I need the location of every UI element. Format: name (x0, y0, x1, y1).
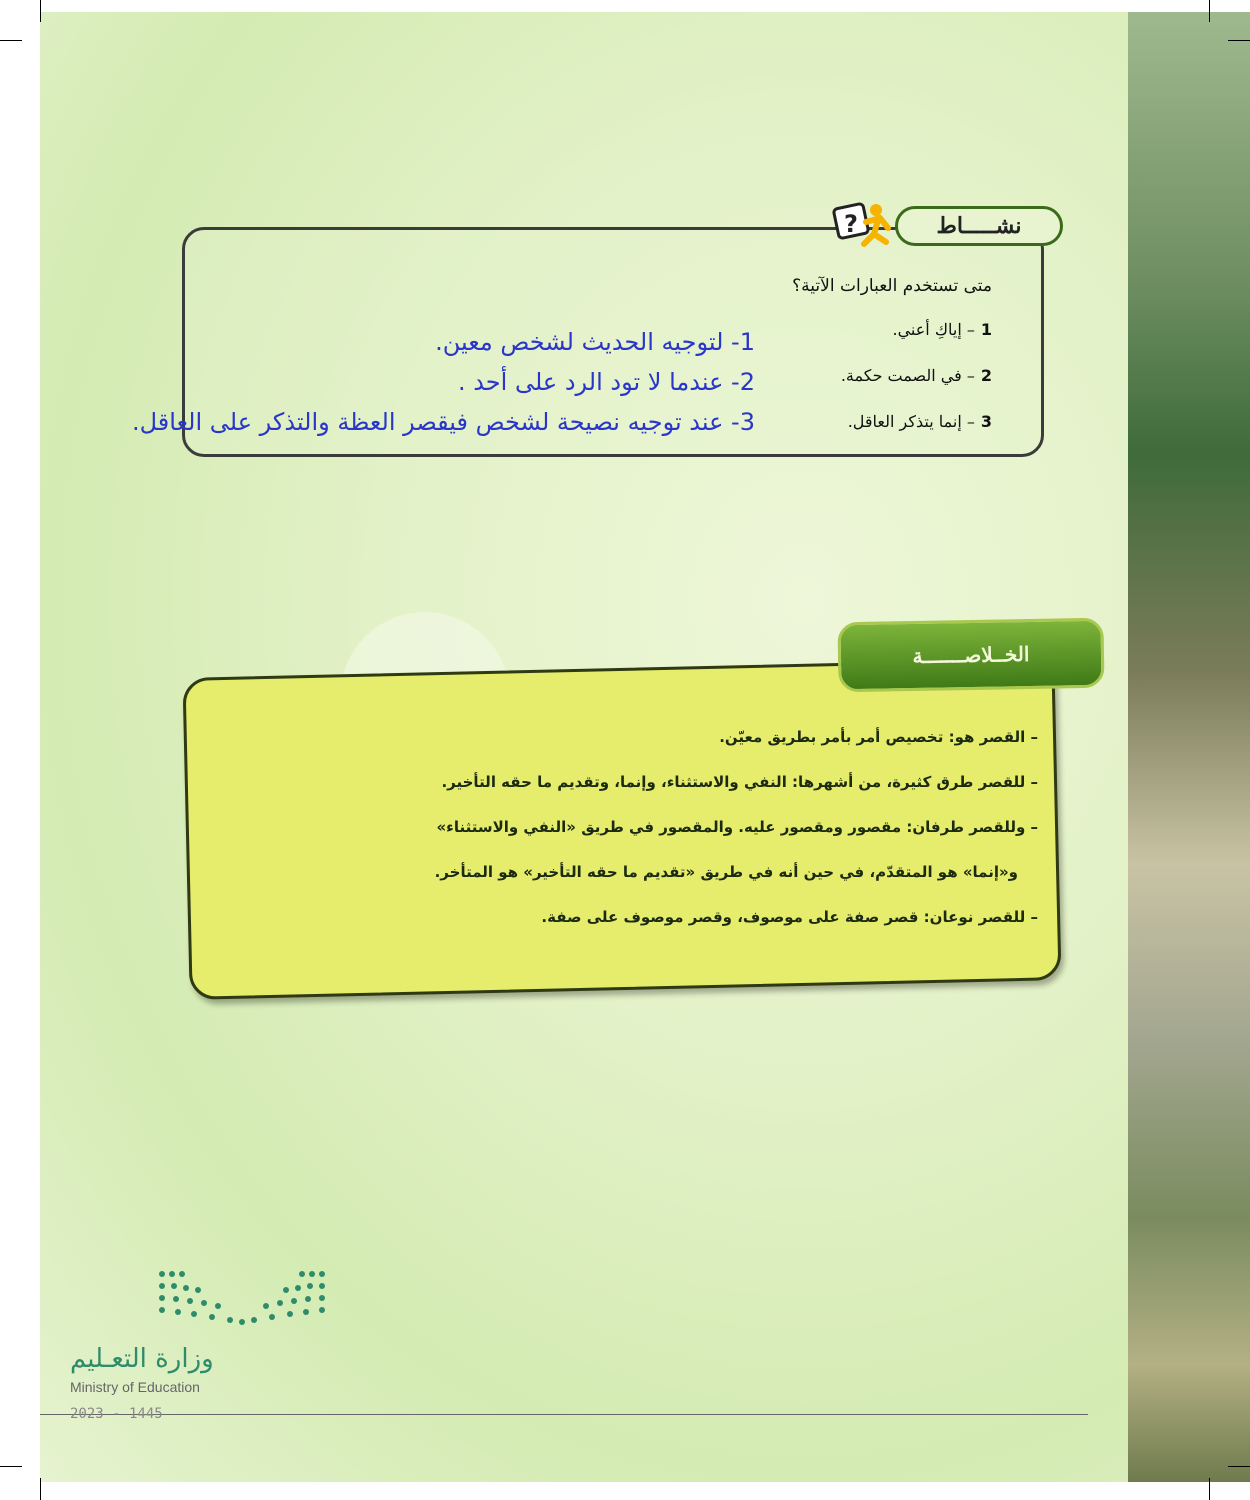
crop-mark (1209, 0, 1210, 22)
answer-line: 1- لتوجيه الحديث لشخص معين. (435, 328, 755, 356)
activity-tab-label: نشـــــاط (895, 206, 1063, 246)
summary-lines (278, 728, 1038, 953)
decorative-side-strip (1128, 12, 1250, 1482)
summary-line: و«إنما» هو المتقدّم، في حين أنه في طريق «تقديم ما حقه التأخير» هو المتأخر. (434, 863, 1018, 881)
crop-mark (40, 1478, 41, 1500)
item-text: – إنما يتذكر العاقل. (847, 412, 975, 431)
crop-mark (40, 0, 41, 22)
summary-line: – القصر هو: تخصيص أمر بأمر بطريق معيّن. (719, 728, 1038, 746)
summary-line: – وللقصر طرفان: مقصور ومقصور عليه. والمقصور في طريق «النفي والاستثناء» (436, 818, 1038, 836)
crop-mark (0, 40, 22, 41)
item-number: 2 (980, 366, 992, 385)
summary-tab-label: الخــلاصـــــــة (837, 618, 1104, 693)
svg-text:?: ? (844, 210, 858, 238)
ministry-logo-icon (152, 1266, 332, 1326)
running-person-icon (832, 200, 896, 248)
crop-mark (1209, 1478, 1210, 1500)
ministry-name-arabic: وزارة التعـليم (70, 1344, 214, 1374)
footer-divider (40, 1414, 1088, 1415)
activity-items (841, 320, 992, 458)
list-item (841, 320, 992, 366)
item-number: 3 (980, 412, 992, 431)
summary-line: – للقصر طرق كثيرة، من أشهرها: النفي والاستثناء، وإنما، وتقديم ما حقه التأخير. (441, 773, 1038, 791)
item-text: – إياكِ أعني. (892, 320, 975, 339)
answer-line: 2- عندما لا تود الرد على أحد . (457, 368, 755, 396)
list-item (841, 366, 992, 412)
ministry-name-english: Ministry of Education (70, 1379, 200, 1395)
summary-line: – للقصر نوعان: قصر صفة على موصوف، وقصر موصوف على صفة. (541, 908, 1038, 926)
crop-mark (1228, 40, 1250, 41)
crop-mark (0, 1466, 22, 1467)
answer-line: 3- عند توجيه نصيحة لشخص فيقصر العظة والتذكر على العاقل. (131, 408, 755, 436)
item-text: – في الصمت حكمة. (840, 366, 975, 385)
crop-mark (1228, 1466, 1250, 1467)
item-number: 1 (980, 320, 992, 339)
activity-question: متى تستخدم العبارات الآتية؟ (792, 276, 992, 296)
handwritten-answers (55, 322, 755, 442)
edition-year: 2023 - 1445 (70, 1406, 163, 1422)
list-item (841, 412, 992, 458)
